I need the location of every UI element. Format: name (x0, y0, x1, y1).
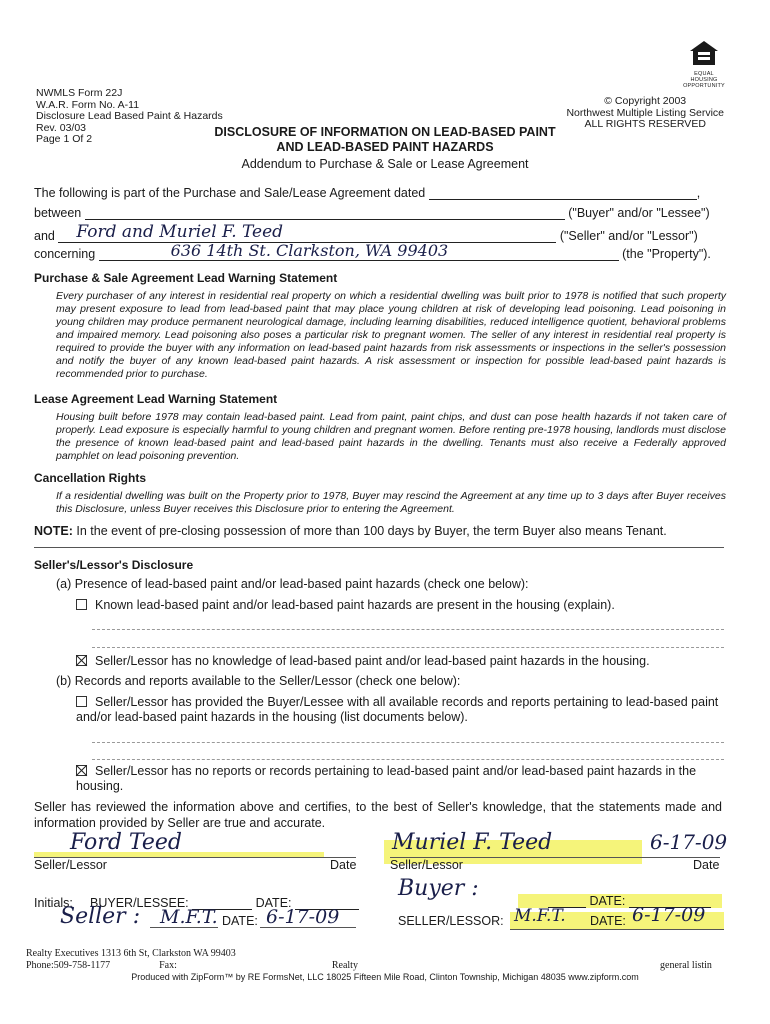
date4-label: DATE: (590, 914, 626, 928)
house-icon (689, 40, 719, 66)
disclosure-b-text: (b) Records and reports available to the Seller/Lessor (check one below): (56, 674, 461, 688)
form-id: NWMLS Form 22J (36, 87, 123, 99)
form-desc: Disclosure Lead Based Paint & Hazards (36, 110, 223, 123)
divider (34, 546, 724, 548)
note-label: NOTE: (34, 524, 73, 538)
logo-line-2: OPPORTUNITY (683, 83, 725, 89)
lease-warning-heading: Lease Agreement Lead Warning Statement (34, 392, 278, 406)
sig-label-right: Seller/Lessor (390, 858, 463, 872)
date4-value: 6-17-09 (632, 904, 706, 926)
records-line-1[interactable] (92, 741, 724, 743)
seller-signature-right: Muriel F. Teed (392, 830, 553, 855)
title-line-2: AND LEAD-BASED PAINT HAZARDS (276, 140, 494, 154)
note-text: In the event of pre-closing possession of more than 100 days by Buyer, the term Buyer also means Tenant. (76, 524, 667, 538)
seller-lessor-label: SELLER/LESSOR: (398, 914, 504, 928)
copyright-line-1: © Copyright 2003 (604, 95, 687, 107)
footer-contact (26, 960, 358, 972)
seller-signature-right-date: 6-17-09 (650, 830, 728, 854)
seller-lessor-row (398, 914, 504, 928)
footer-realty: Realty (331, 959, 358, 971)
initials-label: Initials: (34, 896, 73, 910)
seller-certification: Seller has reviewed the information above and certifies, to the best of Seller's knowledge, that the statements made and information provided by Seller are true and accurate. (34, 800, 722, 830)
equal-housing-logo (682, 40, 726, 89)
sig-date-left: Date (330, 858, 357, 872)
seller-lessor-initials: M.F.T. (514, 906, 566, 926)
seller-handwritten-initials: M.F.T. (160, 906, 218, 928)
footer-produced: Produced with ZipForm™ by RE FormsNet, LLC 18025 Fifteen Mile Road, Clinton Township, Michigan 48035 www.zipform.com (131, 972, 639, 982)
ps-warning-heading: Purchase & Sale Agreement Lead Warning Statement (34, 271, 338, 285)
date2-value: 6-17-09 (266, 906, 340, 928)
form-rev: Rev. 03/03 (36, 121, 87, 134)
lease-warning-text: Housing built before 1978 may contain lead-based paint. Lead from paint, paint chips, and dust can pose health hazards if not taken care of properly. Lead exposure is especially harmful to young children and pregnant women. Before renting pre-1978 housing, landlords must disclose the presence of known lead-based paint and lead-based paint hazards in the dwelling. Tenants must also receive a Federally approved pamphlet on lead poisoning prevention. (56, 411, 726, 462)
option-no-knowledge[interactable] (76, 654, 726, 668)
document-subtitle: Addendum to Purchase & Sale or Lease Agreement (241, 157, 529, 171)
property-suffix: (the "Property"). (622, 247, 711, 261)
disclosure-heading: Seller's/Lessor's Disclosure (34, 558, 194, 572)
disclosure-a-text: (a) Presence of lead-based paint and/or lead-based paint hazards (check one below): (56, 577, 529, 591)
buyer-lessee-label: BUYER/LESSEE: (90, 896, 189, 910)
checkbox-no-records[interactable] (76, 765, 87, 776)
buyer-suffix: ("Buyer" and/or "Lessee") (568, 206, 710, 220)
option-provided-records[interactable] (76, 695, 722, 725)
agreement-date-line: The following is part of the Purchase and Sale/Lease Agreement dated , (34, 186, 701, 200)
date1-label: DATE: (255, 896, 292, 910)
option-provided-records-label: Seller/Lessor has provided the Buyer/Lessee with all available records and reports pertaining to lead-based paint and/or lead-based paint hazards in the housing (list documents below). (76, 695, 719, 724)
seller-handwritten-label: Seller : (60, 904, 141, 929)
page-number: Page 1 Of 2 (36, 133, 93, 146)
footer-right: general listin (660, 960, 712, 971)
records-line-2[interactable] (92, 758, 724, 760)
agreement-date-field[interactable] (429, 187, 697, 200)
war-form-no: W.A.R. Form No. A-11 (36, 98, 140, 111)
title-line-1: DISCLOSURE OF INFORMATION ON LEAD-BASED PAINT (214, 125, 556, 139)
sig-date-right: Date (693, 858, 720, 872)
footer-fax: Fax: (159, 959, 177, 971)
ps-warning-text: Every purchaser of any interest in residential real property on which a residential dwelling was built prior to 1978 is notified that such property may present exposure to lead from lead-based paint that may place young children at risk of developing lead poisoning. Lead poisoning in young children may produce permanent neurological damage, including learning disabilities, reduced intelligence quotient, behavioral problems and impaired memory. Lead poisoning also poses a particular risk to pregnant women. The seller of any interest in residential real property is required to provide the buyer with any information on lead-based paint hazards from risk assessments or inspections in the seller's possession and notify the buyer of any known lead-based paint hazards. A risk assessment or inspection for possible lead-based paint hazards is recommended prior to purchase. (56, 290, 726, 380)
seller-suffix: ("Seller" and/or "Lessor") (559, 229, 698, 243)
buyer-name-field[interactable] (85, 207, 565, 220)
checkbox-provided-records[interactable] (76, 696, 87, 707)
copyright-line-2: Northwest Multiple Listing Service (566, 106, 724, 119)
property-field[interactable] (99, 242, 619, 261)
checkbox-known-lead[interactable] (76, 599, 87, 610)
date2-label: DATE: (222, 914, 258, 928)
option-no-knowledge-label: Seller/Lessor has no knowledge of lead-based paint and/or lead-based paint hazards in the housing. (95, 654, 650, 668)
date3-label: DATE: (589, 894, 626, 908)
copyright-line-3: ALL RIGHTS RESERVED (584, 118, 706, 131)
option-no-records-label: Seller/Lessor has no reports or records pertaining to lead-based paint and/or lead-based paint hazards in the housing. (76, 764, 697, 793)
seller-initials-line[interactable] (150, 926, 218, 928)
cancellation-heading: Cancellation Rights (34, 471, 147, 485)
checkbox-no-knowledge[interactable] (76, 655, 87, 666)
footer-phone: Phone:509-758-1177 (26, 959, 111, 971)
option-no-records[interactable] (76, 764, 722, 794)
property-value: 636 14th St. Clarkston, WA 99403 (170, 241, 449, 260)
concerning-label: concerning (34, 247, 96, 261)
note (34, 524, 734, 538)
explain-line-2[interactable] (92, 646, 724, 648)
logo-line-1: EQUAL HOUSING (690, 71, 718, 83)
buyer-handwritten-label: Buyer : (398, 876, 479, 901)
option-known-lead[interactable] (76, 598, 726, 612)
between-line (34, 206, 734, 220)
agreement-date-label: The following is part of the Purchase and Sale/Lease Agreement dated (34, 186, 426, 200)
cancellation-text: If a residential dwelling was built on the Property prior to 1978, Buyer may rescind the Agreement at any time up to 3 days after Buyer receives this Disclosure, unless Buyer receives this Disclosure prior to entering the Agreement. (56, 490, 726, 515)
seller-name-value: Ford and Muriel F. Teed (76, 222, 284, 242)
seller-lessor-line[interactable] (510, 928, 724, 930)
date2-line[interactable] (260, 926, 356, 928)
seller-signature-left: Ford Teed (70, 830, 182, 855)
concerning-line (34, 242, 754, 261)
option-known-lead-label: Known lead-based paint and/or lead-based paint hazards are present in the housing (explain). (95, 598, 615, 612)
sig-label-left: Seller/Lessor (34, 858, 107, 872)
footer-office (26, 948, 358, 971)
explain-line-1[interactable] (92, 628, 724, 630)
and-label: and (34, 229, 55, 243)
footer-address: Realty Executives 1313 6th St, Clarkston WA 99403 (26, 948, 236, 959)
between-label: between (34, 206, 82, 220)
